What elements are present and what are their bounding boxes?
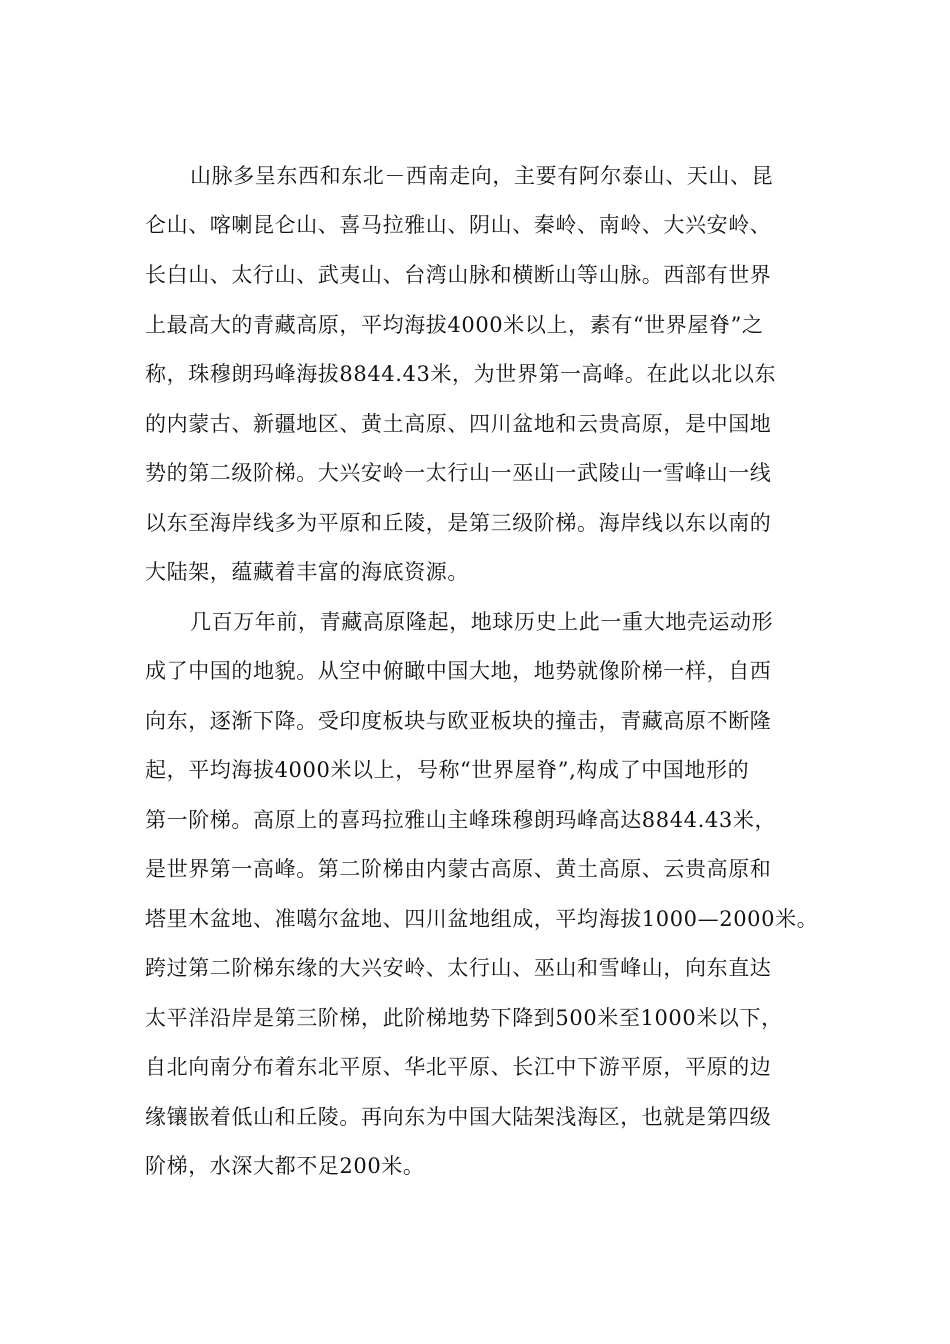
paragraph-1-line-5: 称，珠穆朗玛峰海拔8844.43米，为世界第一高峰。在此以北以东 [145, 362, 777, 386]
paragraph-2-line-4: 起，平均海拔4000米以上，号称“世界屋脊”,构成了中国地形的 [145, 758, 750, 782]
paragraph-1-line-4: 上最高大的青藏高原，平均海拔4000米以上，素有“世界屋脊”之 [145, 313, 764, 337]
paragraph-2-line-9: 太平洋沿岸是第三阶梯，此阶梯地势下降到500米至1000米以下， [145, 1006, 783, 1030]
paragraph-2-line-10: 自北向南分布着东北平原、华北平原、长江中下游平原，平原的边 [145, 1055, 772, 1079]
paragraph-1-line-3: 长白山、太行山、武夷山、台湾山脉和横断山等山脉。西部有世界 [145, 263, 772, 287]
paragraph-1-line-1: 山脉多呈东西和东北－西南走向，主要有阿尔泰山、天山、昆 [190, 164, 774, 188]
paragraph-1-line-2: 仑山、喀喇昆仑山、喜马拉雅山、阴山、秦岭、南岭、大兴安岭、 [145, 213, 772, 237]
paragraph-1-line-8: 以东至海岸线多为平原和丘陵，是第三级阶梯。海岸线以东以南的 [145, 511, 772, 535]
paragraph-2-line-3: 向东，逐渐下降。受印度板块与欧亚板块的撞击，青藏高原不断隆 [145, 709, 772, 733]
paragraph-2-line-6: 是世界第一高峰。第二阶梯由内蒙古高原、黄土高原、云贵高原和 [145, 857, 772, 881]
paragraph-2-line-8: 跨过第二阶梯东缘的大兴安岭、太行山、巫山和雪峰山，向东直达 [145, 956, 772, 980]
paragraph-1-line-7: 势的第二级阶梯。大兴安岭一太行山一巫山一武陵山一雪峰山一线 [145, 461, 772, 485]
paragraph-2-line-11: 缘镶嵌着低山和丘陵。再向东为中国大陆架浅海区，也就是第四级 [145, 1105, 772, 1129]
paragraph-2-line-2: 成了中国的地貌。从空中俯瞰中国大地，地势就像阶梯一样，自西 [145, 659, 772, 683]
paragraph-2-line-5: 第一阶梯。高原上的喜玛拉雅山主峰珠穆朗玛峰高达8844.43米， [145, 808, 777, 832]
paragraph-2-line-12: 阶梯，水深大都不足200米。 [145, 1154, 425, 1178]
paragraph-2-line-1: 几百万年前，青藏高原隆起，地球历史上此一重大地壳运动形 [190, 610, 774, 634]
paragraph-1-line-9: 大陆架，蕴藏着丰富的海底资源。 [145, 560, 469, 584]
paragraph-1-line-6: 的内蒙古、新疆地区、黄土高原、四川盆地和云贵高原，是中国地 [145, 412, 772, 436]
paragraph-2-line-7: 塔里木盆地、准噶尔盆地、四川盆地组成，平均海拔1000—2000米。 [145, 907, 819, 931]
